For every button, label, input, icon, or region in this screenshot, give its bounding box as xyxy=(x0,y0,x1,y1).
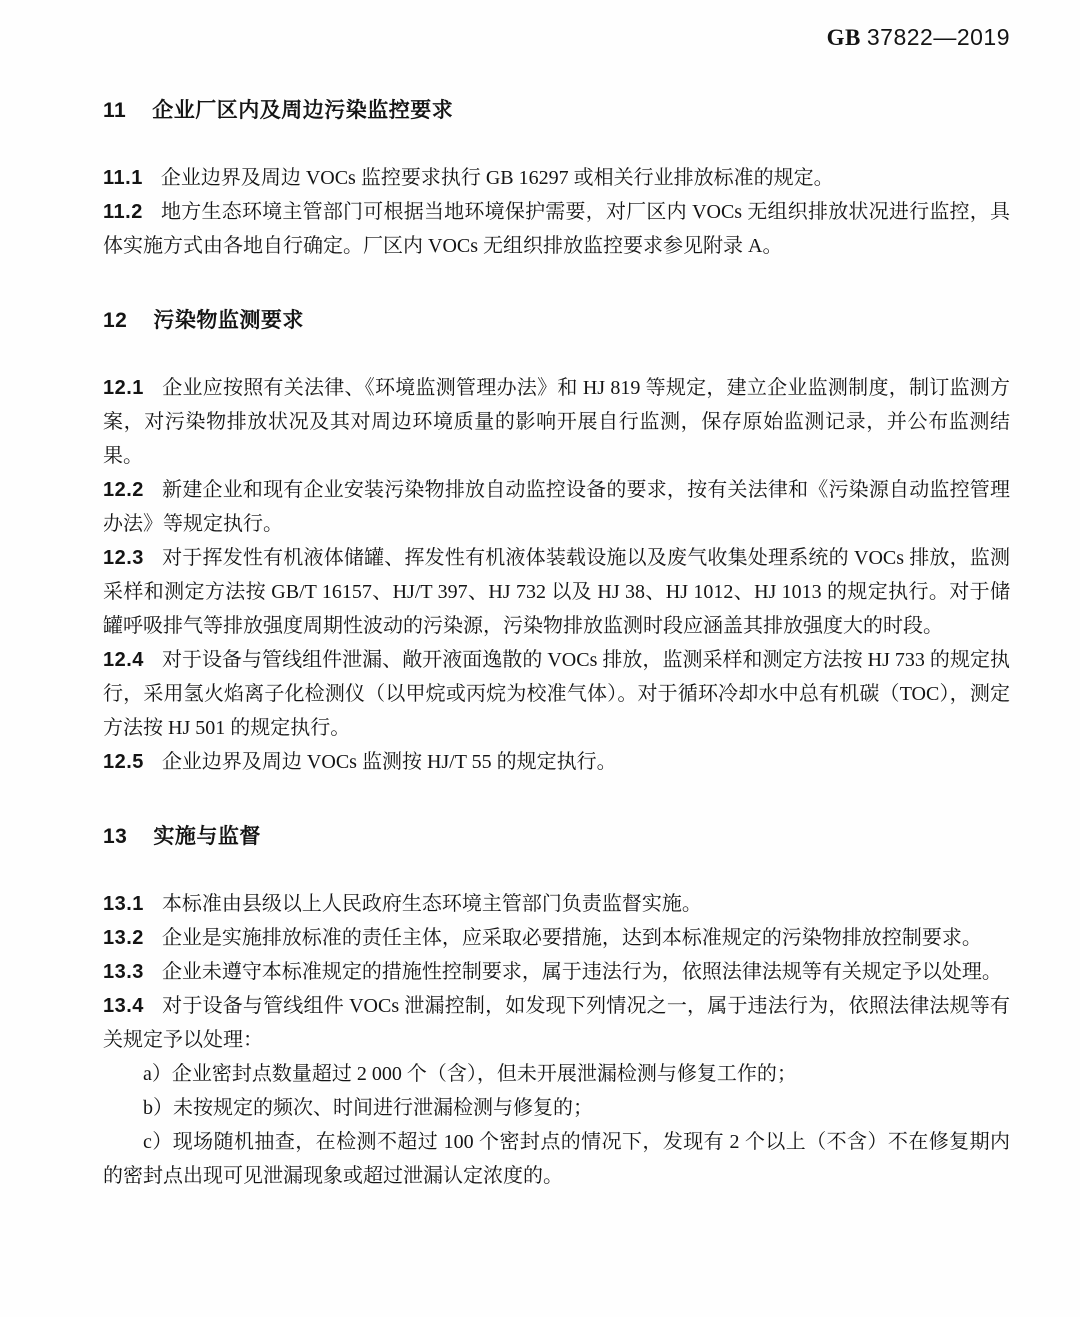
clause-12-4-number: 12.4 xyxy=(103,649,144,671)
clause-12-4 xyxy=(103,643,1010,745)
clause-12-4-text: 对于设备与管线组件泄漏、敞开液面逸散的 VOCs 排放，监测采样和测定方法按 HJ 733 的规定执行，采用氢火焰离子化检测仪（以甲烷或丙烷为校准气体）。对于循环冷却水中总有机碳（TOC），测定方法按 HJ 501 的规定执行。 xyxy=(103,649,1010,739)
clause-13-2 xyxy=(103,921,1010,955)
clause-13-2-number: 13.2 xyxy=(103,927,144,949)
clause-13-1-text: 本标准由县级以上人民政府生态环境主管部门负责监督实施。 xyxy=(161,893,702,915)
section-13-number: 13 xyxy=(103,825,128,848)
clause-13-1-number: 13.1 xyxy=(103,893,144,915)
section-12-number: 12 xyxy=(103,309,128,332)
clause-13-4-text: 对于设备与管线组件 VOCs 泄漏控制，如发现下列情况之一，属于违法行为，依照法律法规等有关规定予以处理： xyxy=(103,995,1010,1051)
clause-12-1-number: 12.1 xyxy=(103,377,144,399)
subclause-13-4-c-text: 现场随机抽查，在检测不超过 100 个密封点的情况下，发现有 2 个以上（不含）不在修复期内的密封点出现可见泄漏现象或超过泄漏认定浓度的。 xyxy=(103,1131,1011,1187)
section-13 xyxy=(103,823,1010,1193)
clause-12-3-number: 12.3 xyxy=(103,547,144,569)
subclause-13-4-b-text: 未按规定的频次、时间进行泄漏检测与修复的； xyxy=(173,1097,593,1119)
clause-11-2-text: 地方生态环境主管部门可根据当地环境保护需要，对厂区内 VOCs 无组织排放状况进行监控，具体实施方式由各地自行确定。厂区内 VOCs 无组织排放监控要求参见附录 A。 xyxy=(103,201,1010,257)
clause-12-1 xyxy=(103,371,1010,473)
clause-13-3-text: 企业未遵守本标准规定的措施性控制要求，属于违法行为，依照法律法规等有关规定予以处理。 xyxy=(161,961,1002,983)
clause-12-5 xyxy=(103,745,1010,779)
clause-13-4 xyxy=(103,989,1010,1057)
clause-12-2-text: 新建企业和现有企业安装污染物排放自动监控设备的要求，按有关法律和《污染源自动监控管理办法》等规定执行。 xyxy=(103,479,1010,535)
clause-11-1 xyxy=(103,161,1010,195)
section-11 xyxy=(103,97,1010,263)
section-11-number: 11 xyxy=(103,99,127,122)
section-12-heading xyxy=(103,307,1010,335)
subclause-13-4-c xyxy=(103,1125,1010,1193)
subclause-13-4-c-label: c） xyxy=(143,1131,173,1153)
clause-11-2 xyxy=(103,195,1010,263)
clause-12-3 xyxy=(103,541,1010,643)
standard-prefix: GB xyxy=(826,25,861,50)
section-13-title: 实施与监督 xyxy=(153,825,261,848)
clause-11-1-text: 企业边界及周边 VOCs 监控要求执行 GB 16297 或相关行业排放标准的规定。 xyxy=(160,167,834,189)
clause-13-3-number: 13.3 xyxy=(103,961,144,983)
clause-12-5-text: 企业边界及周边 VOCs 监测按 HJ/T 55 的规定执行。 xyxy=(161,751,617,773)
clause-13-2-text: 企业是实施排放标准的责任主体，应采取必要措施，达到本标准规定的污染物排放控制要求。 xyxy=(161,927,982,949)
standard-header xyxy=(103,22,1010,53)
subclause-13-4-b-label: b） xyxy=(143,1097,173,1119)
clause-13-3 xyxy=(103,955,1010,989)
clause-12-1-text: 企业应按照有关法律、《环境监测管理办法》和 HJ 819 等规定，建立企业监测制度，制订监测方案，对污染物排放状况及其对周边环境质量的影响开展自行监测，保存原始监测记录，并公布监测结果。 xyxy=(103,377,1010,467)
clause-12-2 xyxy=(103,473,1010,541)
section-11-heading xyxy=(103,97,1010,125)
section-12 xyxy=(103,307,1010,779)
section-13-heading xyxy=(103,823,1010,851)
clause-11-1-number: 11.1 xyxy=(103,167,143,189)
clause-12-5-number: 12.5 xyxy=(103,751,144,773)
standard-number: 37822—2019 xyxy=(866,24,1010,50)
subclause-13-4-a-label: a） xyxy=(143,1063,172,1085)
clause-11-2-number: 11.2 xyxy=(103,201,143,223)
subclause-13-4-a xyxy=(103,1057,1010,1091)
clause-13-1 xyxy=(103,887,1010,921)
clause-12-3-text: 对于挥发性有机液体储罐、挥发性有机液体装载设施以及废气收集处理系统的 VOCs 排放，监测采样和测定方法按 GB/T 16157、HJ/T 397、HJ 732 以及 HJ 38、HJ 1012、HJ 1013 的规定执行。对于储罐呼吸排气等排放强度周期性波动的污染源，污染物排放监测时段应涵盖其排放强度大的时段。 xyxy=(103,547,1010,637)
subclause-13-4-a-text: 企业密封点数量超过 2 000 个（含），但未开展泄漏检测与修复工作的； xyxy=(171,1063,797,1085)
subclause-13-4-b xyxy=(103,1091,1010,1125)
clause-12-2-number: 12.2 xyxy=(103,479,144,501)
section-11-title: 企业厂区内及周边污染监控要求 xyxy=(152,99,454,122)
section-12-title: 污染物监测要求 xyxy=(153,309,304,332)
clause-13-4-number: 13.4 xyxy=(103,995,144,1017)
